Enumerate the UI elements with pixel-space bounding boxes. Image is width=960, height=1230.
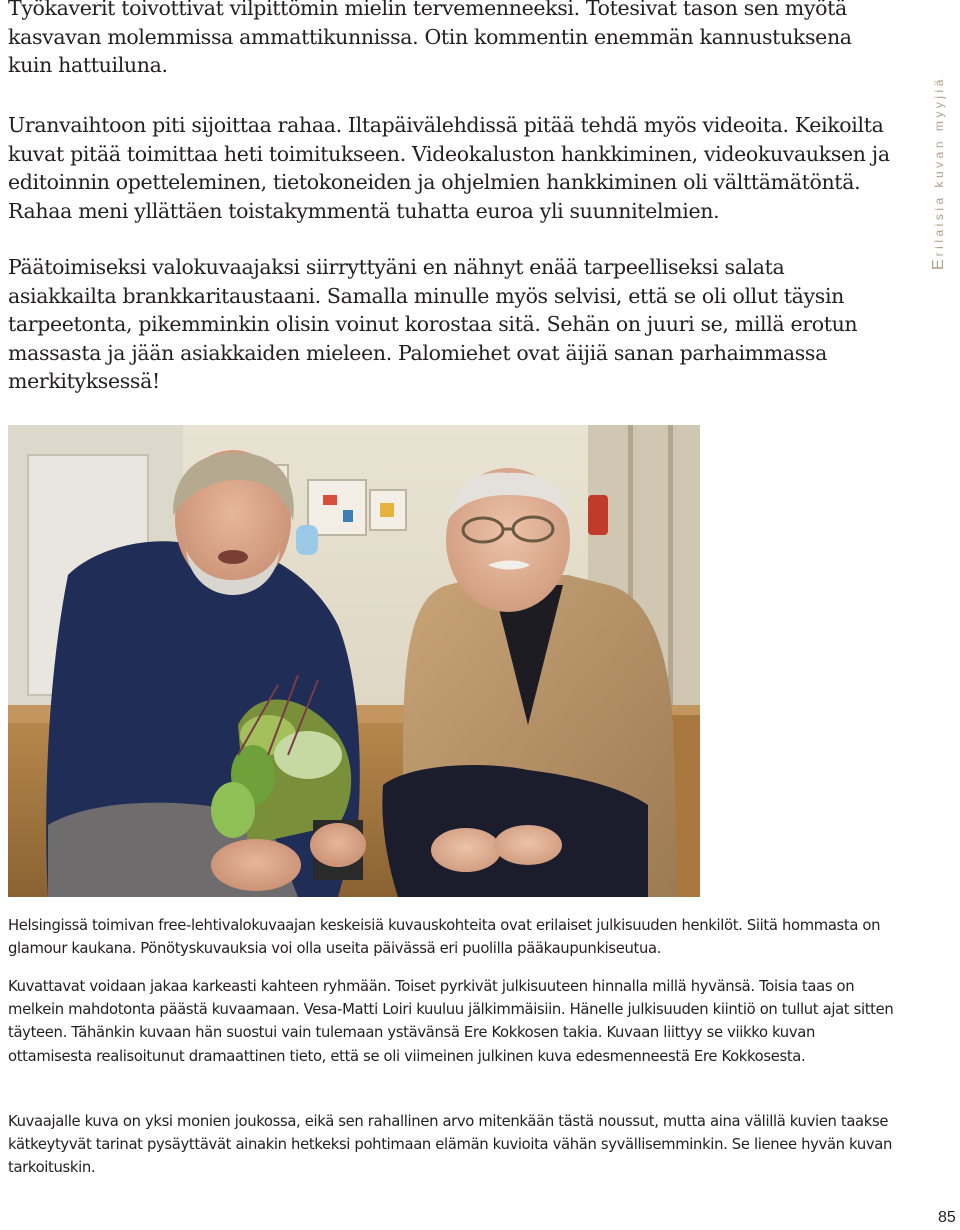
body-paragraph-2: Uranvaihtoon piti sijoittaa rahaa. Iltapäivälehdissä pitää tehdä myös videoita. Keikoilta kuvat pitää toimittaa heti toimitukseen. Videokaluston hankkiminen, videokuvauksen ja editoinnin opetteleminen, tietokoneiden ja ohjelmien hankkiminen oli välttämätöntä. Rahaa meni yllättäen toistakymmentä tuhatta euroa yli suunnitelmien. (8, 113, 890, 223)
portrait-photo (8, 425, 700, 897)
portrait-photo-illustration (8, 425, 700, 897)
running-header (930, 0, 958, 270)
photo-caption-3: Kuvaajalle kuva on yksi monien joukossa, eikä sen rahallinen arvo mitenkään tästä noussut, mutta aina välillä kuvien taakse kätkeytyvät tarinat pysäyttävät ainakin hetkeksi pohtimaan elämän kuvioita vähän syvällisemminkin. Se lienee hyvän kuvan tarkoituskin. (8, 1113, 892, 1177)
body-paragraph-3: Päätoimiseksi valokuvaajaksi siirryttyäni en nähnyt enää tarpeelliseksi salata asiakkailta brankkaritaustaani. Samalla minulle myös selvisi, että se oli ollut täysin tarpeetonta, pikemminkin olisin voinut korostaa sitä. Sehän on juuri se, millä erotun massasta ja jään asiakkaiden mieleen. Palomiehet ovat äijiä sanan parhaimmassa merkityksessä! (8, 255, 858, 394)
photo-caption-2: Kuvattavat voidaan jakaa karkeasti kahteen ryhmään. Toiset pyrkivät julkisuuteen hinnalla millä hyvänsä. Toisia taas on melkein mahdotonta päästä kuvaamaan. Vesa-Matti Loiri kuuluu jälkimmäisiin. Hänelle julkisuuden kiintiö on tullut ajat sitten täyteen. Tähänkin kuvaan hän suostui vain tulemaan ystävänsä Ere Kokkosen takia. Kuvaan liittyy se viikko kuvan ottamisesta realisoitunut dramaattinen tieto, että se oli viimeinen julkinen kuva edesmenneestä Ere Kokkosesta. (8, 978, 894, 1065)
page-number: 85 (938, 1209, 956, 1226)
running-header-initial: E (930, 256, 947, 270)
running-header-text: rilaisia kuvan myyjiä (932, 76, 946, 257)
photo-caption-1: Helsingissä toimivan free-lehtivalokuvaajan keskeisiä kuvauskohteita ovat erilaiset julkisuuden henkilöt. Siitä hommasta on glamour kaukana. Pönötyskuvauksia voi olla useita päivässä eri puolilla pääkaupunkiseutua. (8, 917, 881, 958)
body-paragraph-1: Työkaverit toivottivat vilpittömin mielin tervemenneeksi. Totesivat tason sen myötä kasvavan molemmissa ammattikunnissa. Otin kommentin enemmän kannustuksena kuin hattuiluna. (8, 0, 852, 78)
